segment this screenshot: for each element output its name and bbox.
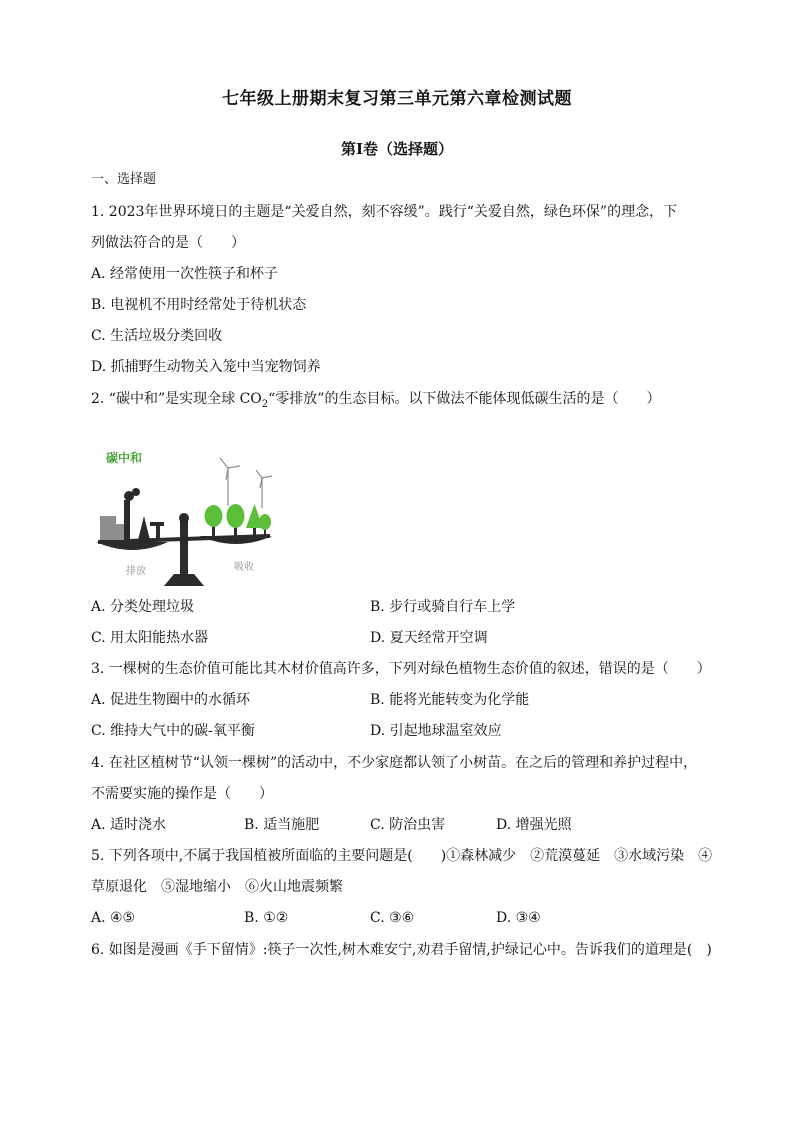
q5-option-d: D. ③④ <box>496 910 541 926</box>
q1-option-c: C. 生活垃圾分类回收 <box>91 328 223 344</box>
figure-left-label: 排放 <box>126 566 146 577</box>
q3-option-c: C. 维持大气中的碳-氧平衡 <box>91 723 255 739</box>
balance-pivot <box>179 513 189 523</box>
q3-option-a: A. 促进生物圈中的水循环 <box>91 692 251 708</box>
q5-stem-line2: 草原退化 ⑤湿地缩小 ⑥火山地震频繁 <box>91 879 343 895</box>
q2-stem-post: “零排放”的生态目标。以下做法不能体现低碳生活的是（ ） <box>268 391 661 407</box>
balance-base <box>164 574 204 586</box>
q1-stem-line1: 1. 2023年世界环境日的主题是“关爱自然，刻不容缓”。践行“关爱自然，绿色环保”的理念，下 <box>91 204 678 220</box>
q2-option-b: B. 步行或骑自行车上学 <box>370 599 516 615</box>
q3-option-d: D. 引起地球温室效应 <box>370 723 502 739</box>
q2-option-d: D. 夏天经常开空调 <box>370 630 488 646</box>
figure-right-label: 吸收 <box>234 562 254 573</box>
carbon-neutral-balance-figure <box>94 446 274 588</box>
trees-icon <box>205 504 272 536</box>
q2-option-a: A. 分类处理垃圾 <box>91 599 195 615</box>
q5-option-a: A. ④⑤ <box>91 910 136 926</box>
q4-stem-line2: 不需要实施的操作是（ ） <box>91 786 273 802</box>
factory-icon <box>100 488 164 540</box>
section-subtitle: 第I卷（选择题） <box>340 140 454 158</box>
q3-option-b: B. 能将光能转变为化学能 <box>370 692 530 708</box>
q1-option-a: A. 经常使用一次性筷子和杯子 <box>91 266 279 282</box>
q4-option-b: B. 适当施肥 <box>244 817 320 833</box>
q5-option-c: C. ③⑥ <box>370 910 415 926</box>
figure-label: 碳中和 <box>106 451 143 465</box>
q6-stem: 6. 如图是漫画《手下留情》:筷子一次性,树木难安宁,劝君手留情,护绿记心中。告诉我们的道理是( ) <box>91 942 712 958</box>
q5-option-b: B. ①② <box>244 910 289 926</box>
section-heading: 一、选择题 <box>91 172 157 187</box>
right-pan <box>200 536 272 544</box>
q2-stem-pre: 2. “碳中和”是实现全球 CO <box>91 391 262 407</box>
q3-stem: 3. 一棵树的生态价值可能比其木材价值高许多，下列对绿色植物生态价值的叙述，错误的是（ ） <box>91 661 711 677</box>
q5-stem-line1: 5. 下列各项中,不属于我国植被所面临的主要问题是( )①森林减少 ②荒漠蔓延 ③水域污染 ④ <box>91 848 713 864</box>
q4-option-a: A. 适时浇水 <box>91 817 167 833</box>
q4-option-d: D. 增强光照 <box>496 817 572 833</box>
q1-stem-line2: 列做法符合的是（ ） <box>91 235 245 251</box>
q4-stem-line1: 4. 在社区植树节“认领一棵树”的活动中，不少家庭都认领了小树苗。在之后的管理和养护过程中， <box>91 755 698 771</box>
q1-option-b: B. 电视机不用时经常处于待机状态 <box>91 297 307 313</box>
left-pan <box>96 542 168 550</box>
q2-stem <box>91 389 660 409</box>
balance-post <box>180 518 188 580</box>
q2-stem-subscript: 2 <box>261 398 269 410</box>
q2-option-c: C. 用太阳能热水器 <box>91 630 209 646</box>
wind-turbine-icon <box>220 458 272 508</box>
q4-option-c: C. 防治虫害 <box>370 817 446 833</box>
page-title: 七年级上册期末复习第三单元第六章检测试题 <box>222 89 572 109</box>
q1-option-d: D. 抓捕野生动物关入笼中当宠物饲养 <box>91 359 321 375</box>
